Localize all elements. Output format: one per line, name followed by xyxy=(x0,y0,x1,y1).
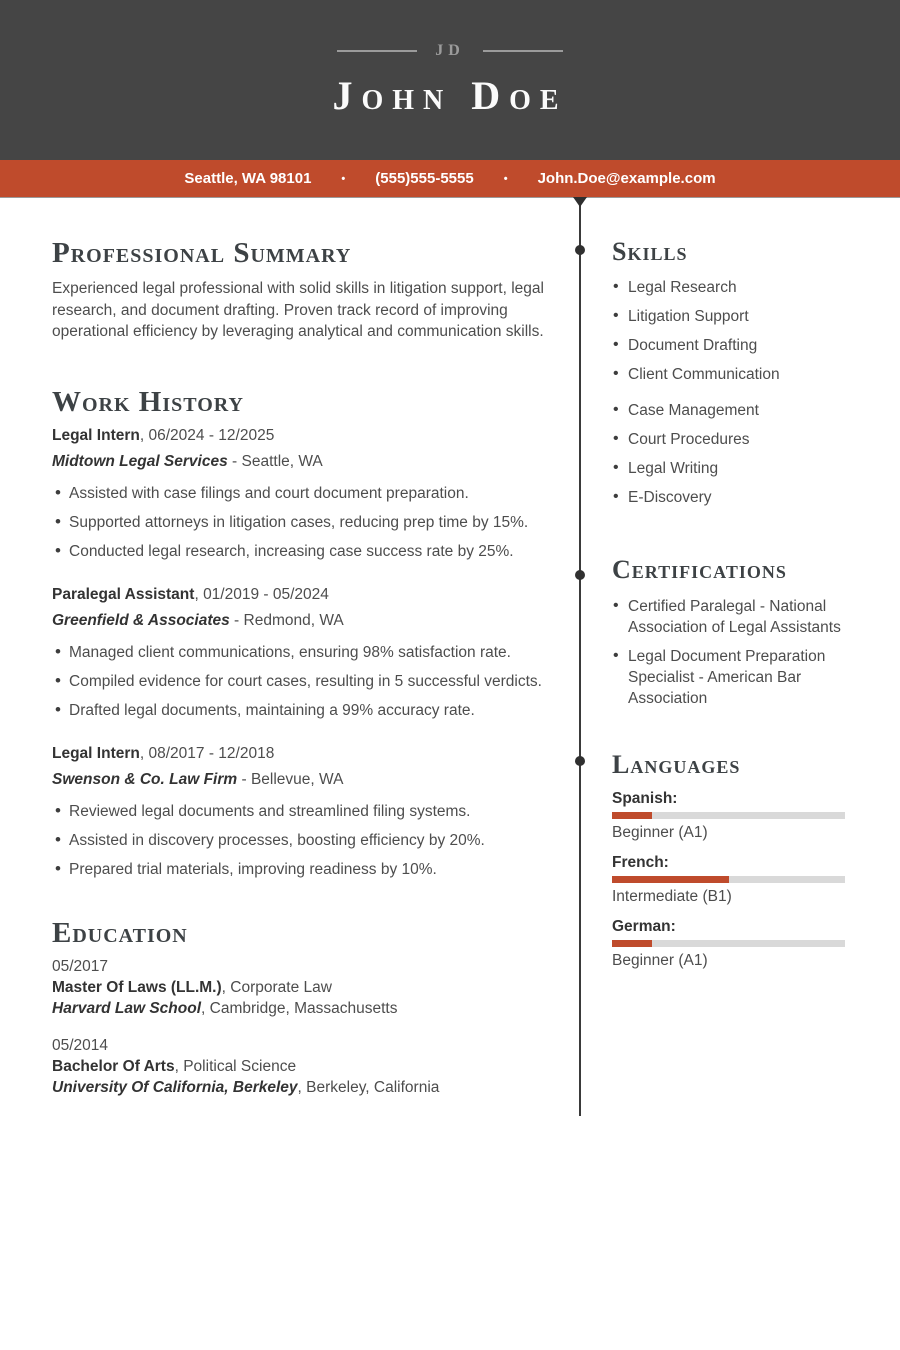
job-bullet: • Conducted legal research, increasing case success rate by 25%. xyxy=(52,541,557,562)
separator: - xyxy=(229,611,244,629)
job-bullet: • Prepared trial materials, improving readiness by 10%. xyxy=(52,859,557,880)
job-bullet: • Assisted in discovery processes, boosting efficiency by 20%. xyxy=(52,830,557,851)
education-degree: Bachelor Of Arts xyxy=(52,1057,175,1075)
language-entry xyxy=(612,917,852,971)
education-entry xyxy=(52,1035,557,1098)
job-dates: 06/2024 - 12/2025 xyxy=(148,426,275,444)
separator: - xyxy=(237,770,251,788)
education-school-line xyxy=(52,998,557,1019)
job-bullet: • Managed client communications, ensuring 98% satisfaction rate. xyxy=(52,642,557,663)
language-entry xyxy=(612,789,852,843)
education-field: Political Science xyxy=(183,1057,297,1075)
education-degree-line xyxy=(52,977,557,998)
certifications-list xyxy=(612,596,852,709)
job-bullet-list xyxy=(52,642,557,721)
separator: , xyxy=(174,1057,184,1075)
section-heading-work-history: Work History xyxy=(52,385,244,418)
job-company-line xyxy=(52,769,557,791)
education-degree: Master Of Laws (LL.M.) xyxy=(52,978,222,996)
right-column xyxy=(612,198,852,979)
job-location: Seattle, WA xyxy=(241,452,323,470)
left-column xyxy=(52,198,557,1098)
language-progress-track xyxy=(612,876,845,883)
language-level: Intermediate (B1) xyxy=(612,888,732,905)
separator: , xyxy=(139,744,149,762)
skill-item: • Document Drafting xyxy=(612,336,852,356)
job-bullet: • Compiled evidence for court cases, resulting in 5 successful verdicts. xyxy=(52,671,557,692)
job-bullet-list xyxy=(52,483,557,562)
separator: - xyxy=(227,452,242,470)
education-date: 05/2017 xyxy=(52,957,109,975)
education-entry xyxy=(52,956,557,1019)
language-level: Beginner (A1) xyxy=(612,952,708,969)
summary-text: Experienced legal professional with solid skills in litigation support, legal research, and document drafting. Proven track record of improving operational efficiency by leveraging analytical and communication skills. xyxy=(52,280,544,340)
separator: , xyxy=(221,978,231,996)
skill-item: • Legal Research xyxy=(612,278,852,298)
separator: , xyxy=(297,1078,307,1096)
education-location: Cambridge, Massachusetts xyxy=(209,999,398,1017)
job-title: Paralegal Assistant xyxy=(52,585,195,603)
language-name: Spanish: xyxy=(612,790,678,807)
job-bullet: • Assisted with case filings and court document preparation. xyxy=(52,483,557,504)
header xyxy=(0,0,900,160)
education-field: Corporate Law xyxy=(230,978,332,996)
contact-phone: (555)555-5555 xyxy=(375,170,474,187)
language-progress-fill xyxy=(612,812,652,819)
job-company: Swenson & Co. Law Firm xyxy=(52,770,238,788)
divider-dot-languages xyxy=(575,756,585,766)
job-bullet: • Reviewed legal documents and streamlined filing systems. xyxy=(52,801,557,822)
job-title-line xyxy=(52,743,557,765)
section-heading-languages: Languages xyxy=(612,750,741,779)
section-heading-education: Education xyxy=(52,916,188,949)
language-level: Beginner (A1) xyxy=(612,824,708,841)
candidate-name: John Doe xyxy=(332,73,568,118)
certification-item: • Legal Document Preparation Specialist - American Bar Association xyxy=(612,646,852,709)
job-bullet-list xyxy=(52,801,557,880)
job-company-line xyxy=(52,610,557,632)
job-company: Greenfield & Associates xyxy=(52,611,230,629)
skills-list-group2 xyxy=(612,401,852,508)
divider-dot-certifications xyxy=(575,570,585,580)
job-location: Bellevue, WA xyxy=(250,770,344,788)
language-progress-fill xyxy=(612,940,652,947)
job-location: Redmond, WA xyxy=(243,611,344,629)
divider-dot-skills xyxy=(575,245,585,255)
skill-item: • Case Management xyxy=(612,401,852,421)
job-title: Legal Intern xyxy=(52,744,140,762)
skill-item: • E-Discovery xyxy=(612,488,852,508)
skills-list-group1 xyxy=(612,278,852,385)
education-location: Berkeley, California xyxy=(306,1078,440,1096)
job-company: Midtown Legal Services xyxy=(52,452,228,470)
job-title-line xyxy=(52,425,557,447)
monogram-right-rule xyxy=(483,50,563,52)
section-heading-professional-summary: Professional Summary xyxy=(52,237,352,269)
education-degree-line xyxy=(52,1056,557,1077)
job-title: Legal Intern xyxy=(52,426,140,444)
job-entry xyxy=(52,425,557,562)
skill-item: • Court Procedures xyxy=(612,430,852,450)
divider-arrow-icon xyxy=(573,197,587,207)
education-school: Harvard Law School xyxy=(52,999,202,1017)
language-progress-fill xyxy=(612,876,729,883)
column-divider xyxy=(579,198,581,1116)
section-heading-skills: Skills xyxy=(612,237,688,266)
contact-location: Seattle, WA 98101 xyxy=(184,170,312,187)
job-dates: 08/2017 - 12/2018 xyxy=(148,744,275,762)
section-heading-certifications: Certifications xyxy=(612,555,787,584)
contact-bar xyxy=(0,160,900,198)
contact-email: John.Doe@example.com xyxy=(537,170,716,187)
bullet-separator: • xyxy=(341,172,346,185)
monogram: JD xyxy=(435,42,465,59)
job-entry xyxy=(52,584,557,721)
job-company-line xyxy=(52,451,557,473)
separator: , xyxy=(194,585,204,603)
skill-item: • Legal Writing xyxy=(612,459,852,479)
bullet-separator: • xyxy=(503,172,508,185)
language-progress-track xyxy=(612,940,845,947)
separator: , xyxy=(139,426,149,444)
separator: , xyxy=(201,999,210,1017)
job-entry xyxy=(52,743,557,880)
job-bullet: • Drafted legal documents, maintaining a 99% accuracy rate. xyxy=(52,700,557,721)
language-name: French: xyxy=(612,854,669,871)
education-date: 05/2014 xyxy=(52,1036,109,1054)
language-entry xyxy=(612,853,852,907)
language-name: German: xyxy=(612,918,676,935)
skill-item: • Client Communication xyxy=(612,365,852,385)
job-title-line xyxy=(52,584,557,606)
job-dates: 01/2019 - 05/2024 xyxy=(203,585,329,603)
job-bullet: • Supported attorneys in litigation cases, reducing prep time by 15%. xyxy=(52,512,557,533)
certification-item: • Certified Paralegal - National Association of Legal Assistants xyxy=(612,596,852,638)
monogram-row xyxy=(337,42,563,60)
education-school: University Of California, Berkeley xyxy=(52,1078,298,1096)
education-school-line xyxy=(52,1077,557,1098)
skill-item: • Litigation Support xyxy=(612,307,852,327)
language-progress-track xyxy=(612,812,845,819)
monogram-left-rule xyxy=(337,50,417,52)
